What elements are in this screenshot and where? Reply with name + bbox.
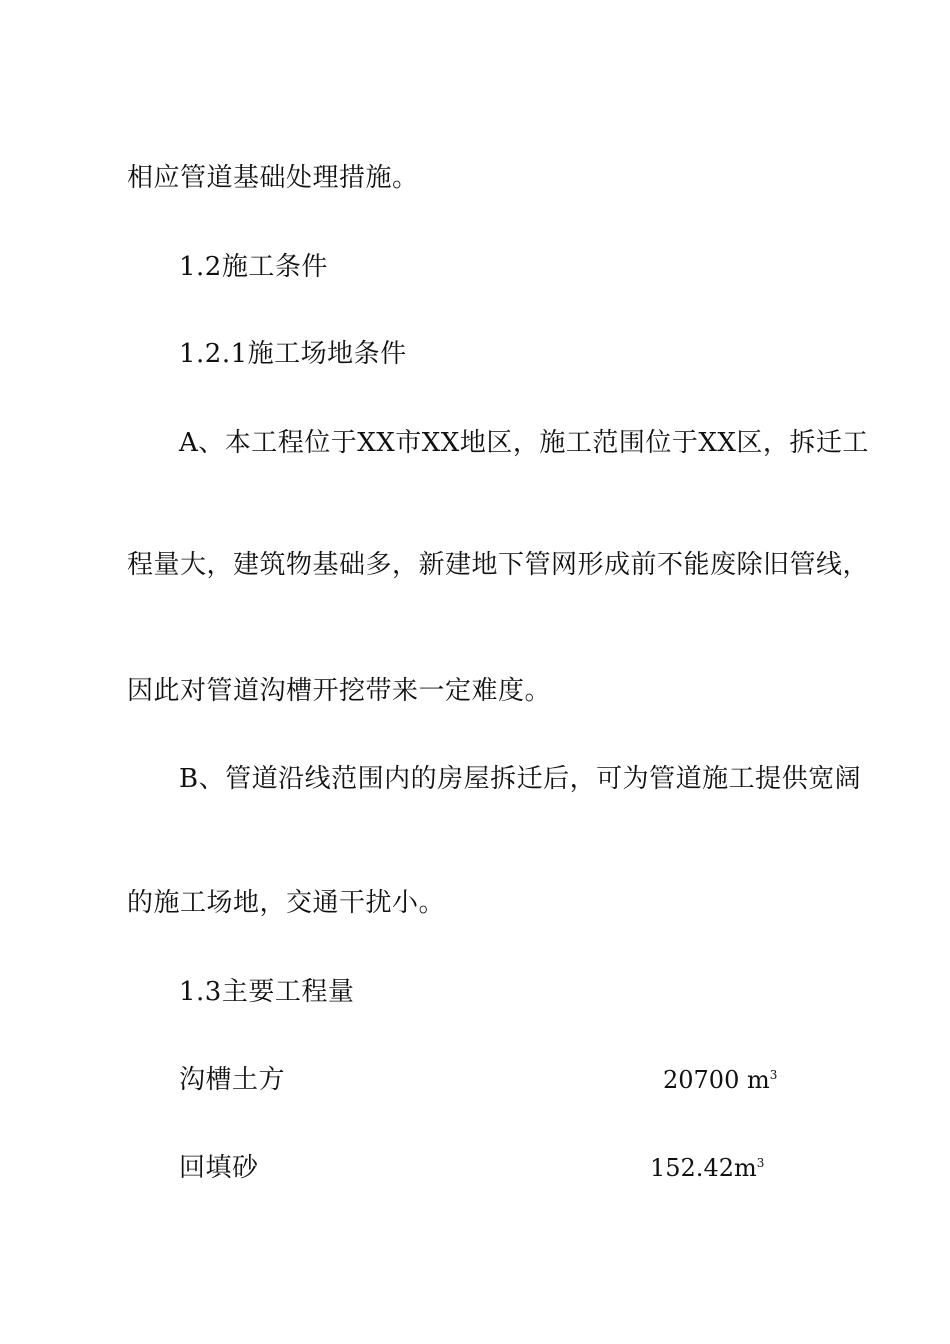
quantity-item-label: 沟槽土方	[179, 1065, 286, 1095]
paragraph-a-line-2: 程量大，建筑物基础多，新建地下管网形成前不能废除旧管线，	[127, 550, 870, 580]
paragraph-a-line-3: 因此对管道沟槽开挖带来一定难度。	[127, 676, 552, 706]
paragraph-b-line-2: 的施工场地，交通干扰小。	[127, 888, 446, 918]
paragraph-b-line-1: B、管道沿线范围内的房屋拆迁后，可为管道施工提供宽阔	[179, 764, 862, 794]
unit-superscript: 3	[769, 1068, 778, 1082]
paragraph-continuation: 相应管道基础处理措施。	[127, 163, 419, 193]
unit-superscript: 3	[756, 1156, 765, 1170]
paragraph-a-line-1: A、本工程位于XX市XX地区，施工范围位于XX区，拆迁工	[179, 428, 869, 458]
quantity-item-value: 20700 $m^3$	[663, 1066, 778, 1094]
quantity-item-value: $152.42m^3$	[650, 1154, 765, 1182]
quantity-item-label: 回填砂	[179, 1153, 259, 1183]
section-heading-1-3: 1.3主要工程量	[179, 977, 355, 1007]
section-heading-1-2-1: 1.2.1施工场地条件	[179, 339, 407, 369]
section-heading-1-2: 1.2施工条件	[179, 252, 328, 282]
